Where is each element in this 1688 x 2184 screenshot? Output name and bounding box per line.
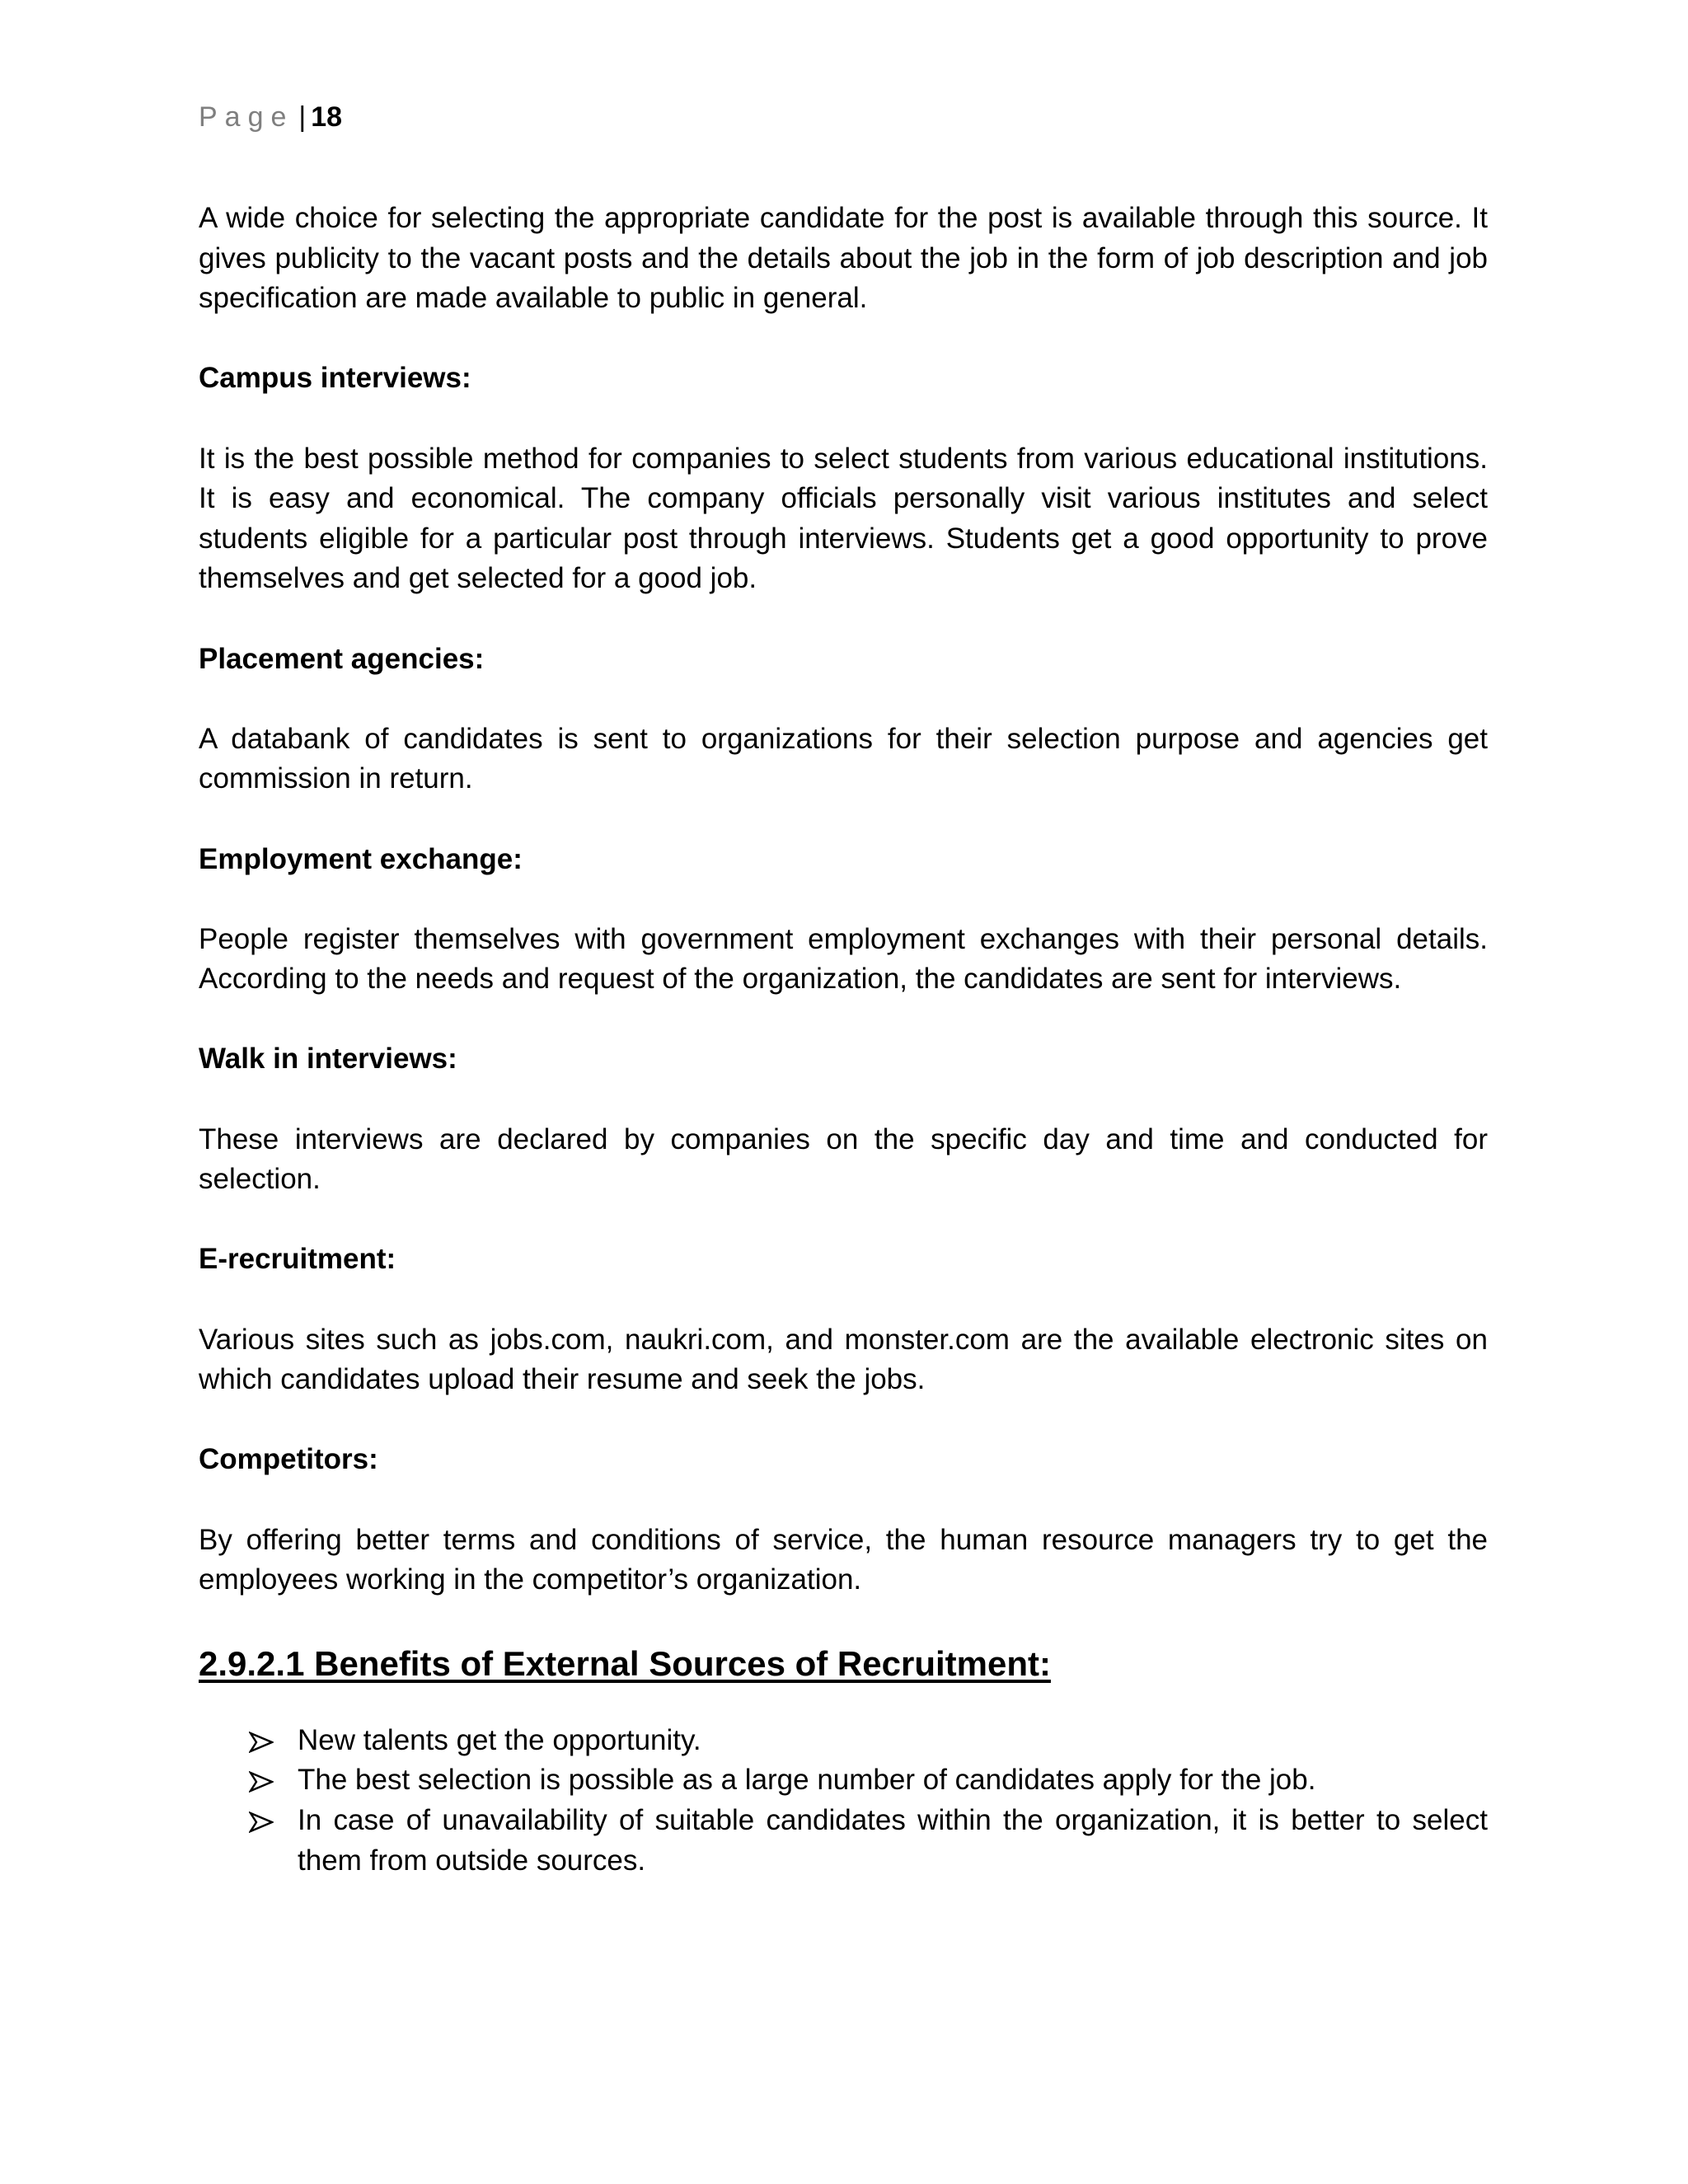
walk-in-interviews-paragraph: These interviews are declared by companies on the specific day and time and conducted for selection. bbox=[199, 1122, 1488, 1196]
placement-agencies-paragraph: A databank of candidates is sent to organizations for their selection purpose and agencies get commission in return. bbox=[199, 722, 1488, 795]
walk-in-interviews-heading: Walk in interviews: bbox=[199, 1043, 457, 1076]
page-label: Page bbox=[199, 101, 294, 133]
list-item bbox=[249, 1760, 1488, 1801]
list-item bbox=[249, 1721, 1488, 1761]
page-separator: | bbox=[298, 101, 307, 133]
benefit-text: In case of unavailability of suitable candidates within the organization, it is better to select them from outside sources. bbox=[298, 1803, 1488, 1877]
arrowhead-bullet-icon bbox=[249, 1721, 275, 1761]
competitors-paragraph: By offering better terms and conditions of service, the human resource managers try to get the employees working in the competitor’s organization. bbox=[199, 1523, 1488, 1596]
placement-agencies-heading: Placement agencies: bbox=[199, 642, 485, 675]
employment-exchange-paragraph: People register themselves with government employment exchanges with their personal details. According to the needs and request of the organization, the candidates are sent for interviews. bbox=[199, 922, 1488, 996]
benefit-text: The best selection is possible as a large number of candidates apply for the job. bbox=[298, 1764, 1316, 1797]
page-header bbox=[199, 101, 342, 134]
e-recruitment-paragraph: Various sites such as jobs.com, naukri.com, and monster.com are the available electronic sites on which candidates upload their resume and seek the jobs. bbox=[199, 1323, 1488, 1396]
arrowhead-bullet-icon bbox=[249, 1801, 275, 1841]
benefits-list bbox=[199, 1721, 1488, 1881]
benefit-text: New talents get the opportunity. bbox=[298, 1723, 701, 1756]
arrowhead-bullet-icon bbox=[249, 1760, 275, 1801]
page-number: 18 bbox=[311, 101, 343, 133]
list-item bbox=[249, 1801, 1488, 1881]
section-title: 2.9.2.1 Benefits of External Sources of Recruitment: bbox=[199, 1643, 1051, 1683]
employment-exchange-heading: Employment exchange: bbox=[199, 842, 523, 875]
e-recruitment-heading: E-recruitment: bbox=[199, 1243, 396, 1276]
intro-paragraph: A wide choice for selecting the appropriate candidate for the post is available through this source. It gives publicity to the vacant posts and the details about the job in the form of job description and job specification are made available to public in general. bbox=[199, 202, 1488, 315]
campus-interviews-heading: Campus interviews: bbox=[199, 362, 471, 395]
page-content bbox=[199, 199, 1488, 1881]
competitors-heading: Competitors: bbox=[199, 1443, 378, 1476]
campus-interviews-paragraph: It is the best possible method for companies to select students from various educational institutions. It is easy and economical. The company officials personally visit various institutes and select students eligible for a particular post through interviews. Students get a good opportunity to prove themselves and get selected for a good job. bbox=[199, 442, 1488, 595]
